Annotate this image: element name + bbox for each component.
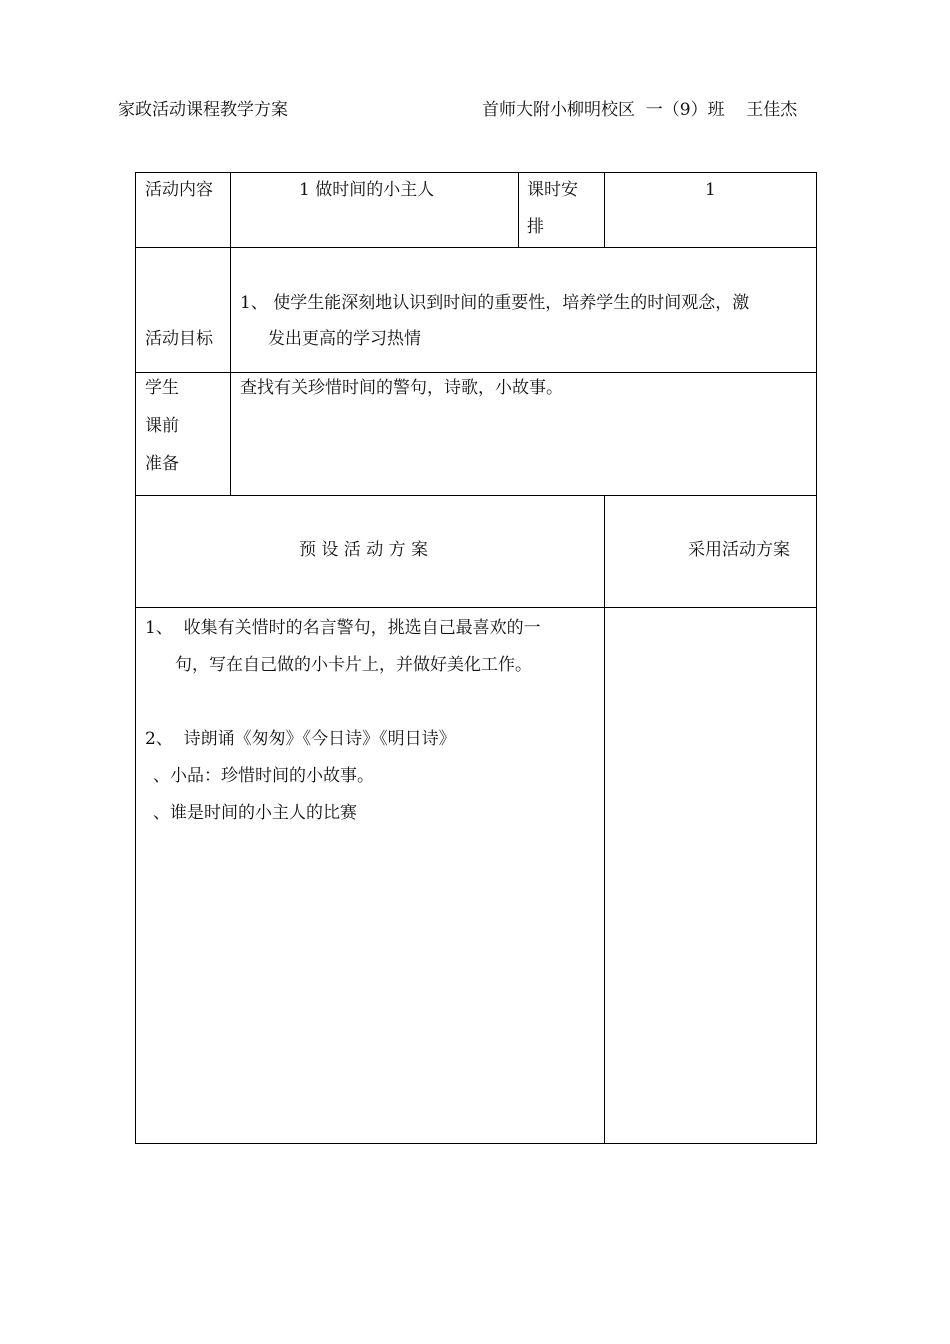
activity-content-value: 1 做时间的小主人 — [299, 180, 435, 200]
table-border-left — [135, 172, 136, 1144]
activity-goal-line1: 1、 使学生能深刻地认识到时间的重要性，培养学生的时间观念，激 — [240, 293, 750, 313]
document-title: 家政活动课程教学方案 — [118, 100, 288, 120]
plan-item-3: 、小品：珍惜时间的小故事。 — [153, 766, 374, 786]
row-divider-3 — [135, 495, 817, 496]
period-value-divider — [604, 172, 605, 248]
period-value: 1 — [705, 180, 716, 200]
activity-content-label: 活动内容 — [145, 180, 213, 200]
adopted-plan-heading: 采用活动方案 — [688, 540, 790, 560]
school-class-teacher: 首师大附小柳明校区 一（9）班 王佳杰 — [482, 100, 798, 120]
plan-item-1-line2: 句，写在自己做的小卡片上，并做好美化工作。 — [175, 655, 532, 675]
activity-goal-line2: 发出更高的学习热情 — [268, 329, 421, 349]
preparation-content: 查找有关珍惜时间的警句，诗歌，小故事。 — [240, 378, 563, 398]
plan-item-4: 、谁是时间的小主人的比赛 — [153, 803, 357, 823]
preparation-label-line3: 准备 — [145, 454, 179, 474]
plan-item-1-line1: 1、 收集有关惜时的名言警句，挑选自己最喜欢的一 — [145, 618, 541, 638]
row-divider-4 — [135, 607, 817, 608]
table-border-bottom — [135, 1143, 817, 1144]
activity-goal-label: 活动目标 — [145, 329, 213, 349]
plan-columns-divider — [604, 495, 605, 1144]
preparation-label-line2: 课前 — [145, 416, 179, 436]
period-label-line2: 排 — [527, 217, 544, 237]
table-border-right — [816, 172, 817, 1144]
label-column-divider — [230, 172, 231, 496]
preset-plan-heading: 预 设 活 动 方 案 — [299, 540, 429, 560]
row-divider-1 — [135, 247, 817, 248]
preparation-label-line1: 学生 — [145, 378, 179, 398]
content-period-divider — [518, 172, 519, 248]
plan-item-2: 2、 诗朗诵《匆匆》《今日诗》《明日诗》 — [145, 729, 456, 749]
period-label-line1: 课时安 — [527, 180, 578, 200]
